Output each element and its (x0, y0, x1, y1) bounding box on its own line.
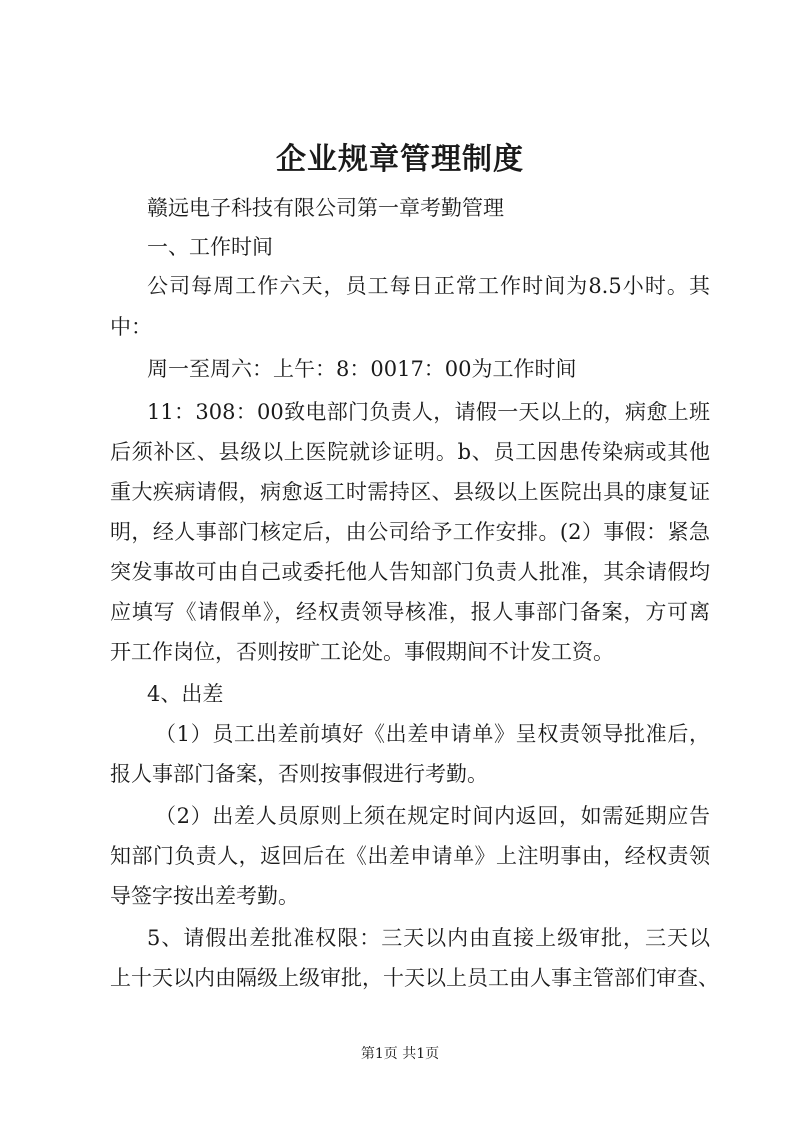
paragraph-line: 赣远电子科技有限公司第一章考勤管理 (147, 196, 504, 220)
paragraph-line: 导签字按出差考勤。 (110, 884, 299, 908)
section-heading: 4、出差 (147, 682, 224, 706)
document-title: 企业规章管理制度 (276, 142, 524, 177)
paragraph-line: 明，经人事部门核定后，由公司给予工作安排。(2）事假：紧急 (110, 520, 710, 544)
paragraph-line: （2）出差人员原则上须在规定时间内返回，如需延期应告 (155, 804, 710, 828)
page-footer: 第1页 共1页 (360, 1046, 440, 1062)
paragraph-line: 知部门负责人，返回后在《出差申请单》上注明事由，经权责领 (110, 844, 710, 868)
paragraph-line: 公司每周工作六天，员工每日正常工作时间为8.5小时。其 (147, 274, 710, 298)
paragraph-line: 重大疾病请假，病愈返工时需持区、县级以上医院出具的康复证 (110, 480, 710, 504)
paragraph-line: 报人事部门备案，否则按事假进行考勤。 (110, 762, 488, 786)
paragraph-line: 开工作岗位，否则按旷工论处。事假期间不计发工资。 (110, 640, 614, 664)
paragraph-line: 中： (110, 315, 152, 339)
paragraph-line: 5、请假出差批准权限：三天以内由直接上级审批，三天以 (147, 926, 710, 950)
paragraph-line: 上十天以内由隔级上级审批，十天以上员工由人事主管部们审查、 (110, 966, 719, 990)
paragraph-line: 11：308：00致电部门负责人，请假一天以上的，病愈上班 (147, 400, 710, 424)
section-heading: 一、工作时间 (147, 235, 273, 259)
paragraph-line: （1）员工出差前填好《出差申请单》呈权责领导批准后， (155, 722, 710, 746)
paragraph-line: 应填写《请假单》，经权责领导核准，报人事部门备案，方可离 (110, 600, 710, 624)
paragraph-line: 周一至周六：上午：8：0017：00为工作时间 (147, 357, 577, 381)
paragraph-line: 突发事故可由自己或委托他人告知部门负责人批准，其余请假均 (110, 560, 710, 584)
paragraph-line: 后须补区、县级以上医院就诊证明。b、员工因患传染病或其他 (110, 440, 710, 464)
